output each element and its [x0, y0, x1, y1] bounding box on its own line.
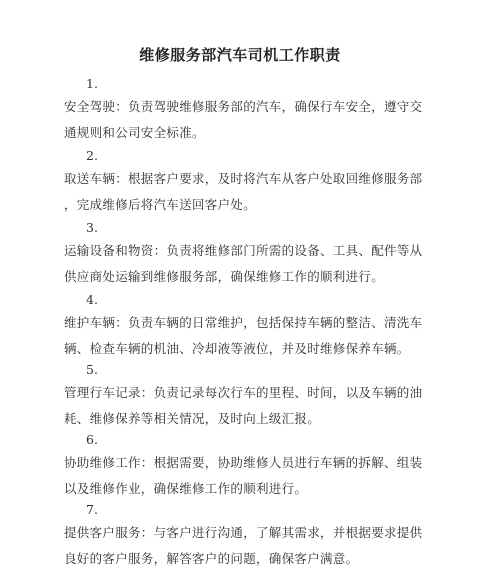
- item-number: 6.: [86, 432, 98, 447]
- paragraph-line: 取送车辆：根据客户要求，及时将汽车从客户处取回维修服务部: [64, 171, 423, 186]
- item-number: 5.: [86, 362, 98, 377]
- document-title: 维修服务部汽车司机工作职责: [139, 46, 341, 64]
- paragraph-line: 以及维修作业，确保维修工作的顺利进行。: [64, 481, 308, 496]
- paragraph-line: ，完成维修后将汽车送回客户处。: [64, 197, 257, 212]
- item-paragraph: [64, 166, 424, 218]
- paragraph-line: 良好的客户服务，解答客户的问题，确保客户满意。: [64, 551, 359, 566]
- paragraph-line: 通规则和公司安全标准。: [64, 125, 205, 140]
- paragraph-line: 协助维修工作：根据需要，协助维修人员进行车辆的拆解、组装: [64, 455, 423, 470]
- item-paragraph: [64, 238, 424, 290]
- item-number: 4.: [86, 292, 98, 307]
- paragraph-line: 耗、维修保养等相关情况，及时向上级汇报。: [64, 411, 321, 426]
- item-paragraph: [64, 380, 424, 432]
- paragraph-line: 管理行车记录：负责记录每次行车的里程、时间，以及车辆的油: [64, 385, 423, 400]
- paragraph-line: 运输设备和物资：负责将维修部门所需的设备、工具、配件等从: [64, 243, 423, 258]
- paragraph-line: 安全驾驶：负责驾驶维修服务部的汽车，确保行车安全，遵守交: [64, 99, 423, 114]
- item-number: 3.: [86, 220, 98, 235]
- item-number: 7.: [86, 502, 98, 517]
- item-paragraph: [64, 310, 424, 362]
- item-number: 1.: [86, 76, 98, 91]
- item-number: 2.: [86, 148, 98, 163]
- item-paragraph: [64, 450, 424, 502]
- item-paragraph: [64, 520, 424, 572]
- paragraph-line: 辆、检查车辆的机油、冷却液等液位，并及时维修保养车辆。: [64, 341, 410, 356]
- paragraph-line: 提供客户服务：与客户进行沟通，了解其需求，并根据要求提供: [64, 525, 423, 540]
- paragraph-line: 维护车辆：负责车辆的日常维护，包括保持车辆的整洁、清洗车: [64, 315, 423, 330]
- paragraph-line: 供应商处运输到维修服务部，确保维修工作的顺利进行。: [64, 269, 385, 284]
- item-paragraph: [64, 94, 424, 146]
